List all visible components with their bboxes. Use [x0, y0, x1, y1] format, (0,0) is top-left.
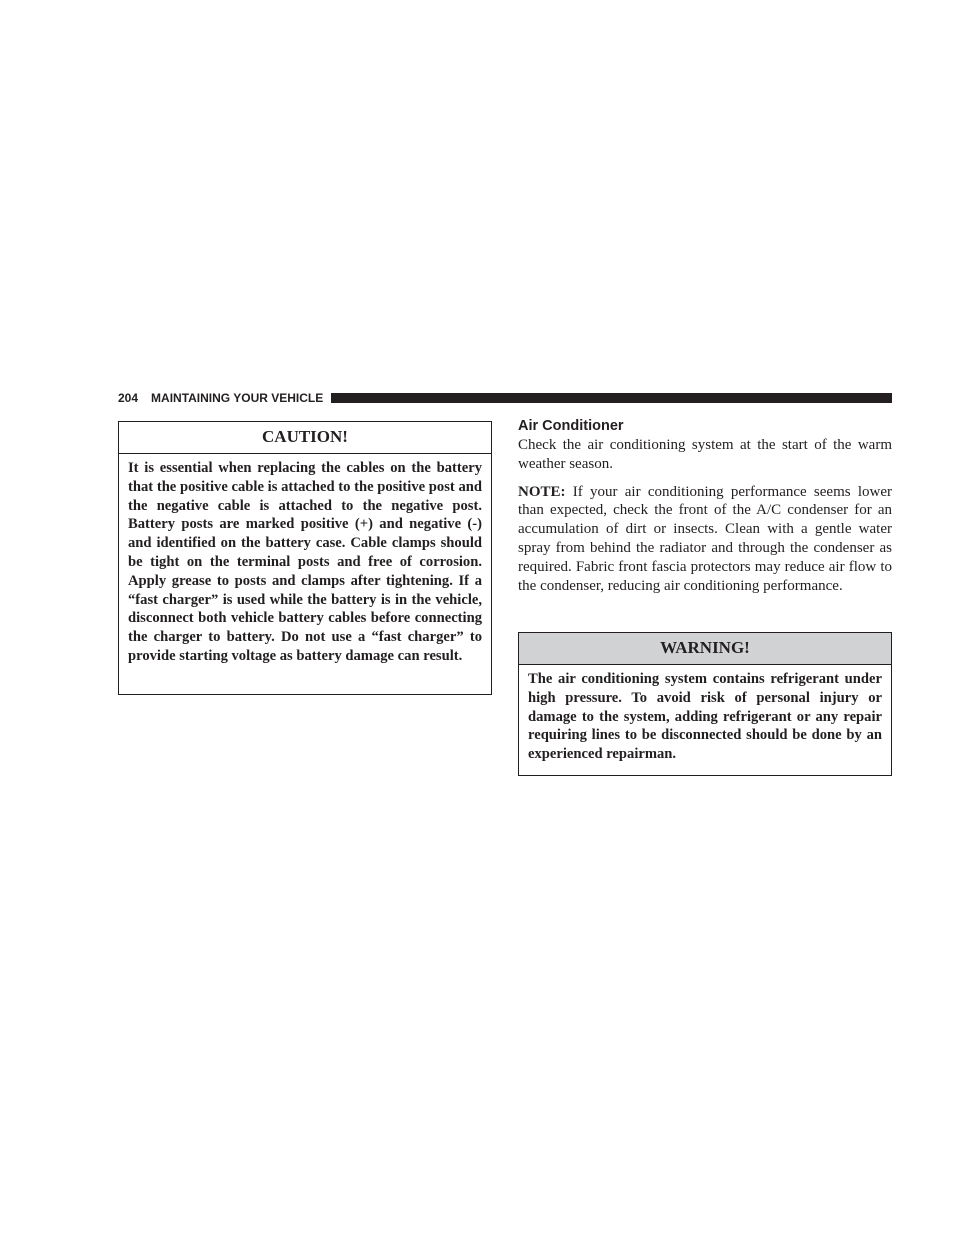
section-title: MAINTAINING YOUR VEHICLE	[151, 391, 324, 405]
caution-text: It is essential when replacing the cables on the battery that the positive cable is attached to the positive post and the negative cable is attached to the negative post. Battery posts are marked positive (+) and negative (-) and identified on the battery case. Cable clamps should be tight on the terminal posts and free of corrosion. Apply grease to posts and clamps after tightening. If a “fast charger” is used while the battery is in the vehicle, disconnect both vehicle battery cables before connecting the charger to battery. Do not use a “fast charger” to provide starting voltage as battery damage can result.	[128, 460, 482, 664]
note-text: If your air conditioning performance seems lower than expected, check the front of the A/C condenser for an accumulation of dirt or insects. Clean with a gentle water spray from behind the radiator and through the condenser as required. Fabric front fascia protectors may reduce air flow to the condenser, reducing air conditioning performance.	[518, 483, 892, 594]
air-conditioner-note	[518, 483, 892, 596]
air-conditioner-section	[518, 416, 892, 604]
caution-title: CAUTION!	[119, 422, 491, 454]
air-conditioner-heading: Air Conditioner	[518, 418, 624, 434]
header-rule	[331, 393, 892, 403]
page-header	[118, 390, 892, 406]
air-conditioner-paragraph: Check the air conditioning system at the start of the warm weather season.	[518, 437, 892, 472]
warning-text: The air conditioning system contains refrigerant under high pressure. To avoid risk of personal injury or damage to the system, adding refrigerant or any repair requiring lines to be disconnected should be done by an experienced repairman.	[528, 671, 882, 763]
note-label: NOTE:	[518, 483, 566, 500]
warning-box	[518, 632, 892, 776]
caution-box	[118, 421, 492, 695]
page-number: 204	[118, 391, 139, 405]
warning-title: WARNING!	[519, 633, 891, 665]
